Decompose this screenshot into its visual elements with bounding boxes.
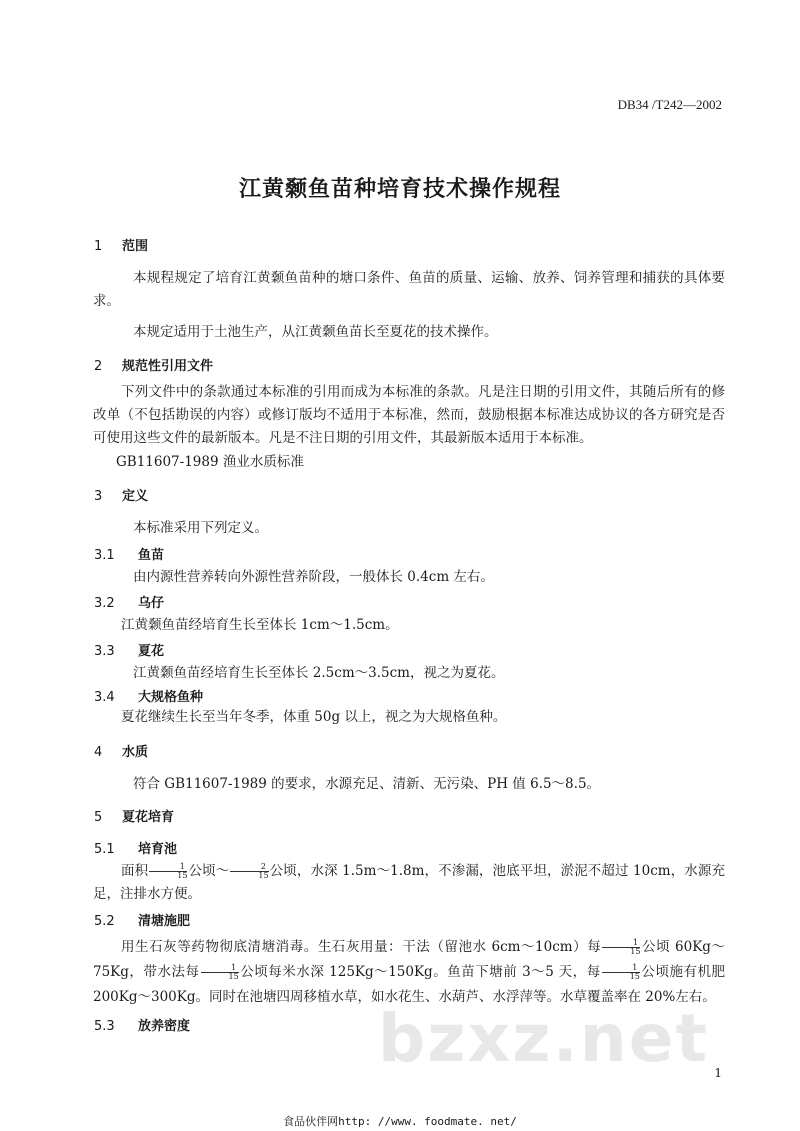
section-1-paragraph-2: 本规定适用于土池生产，从江黄颡鱼苗长至夏花的技术操作。: [133, 324, 498, 340]
subsection-5-1-text: 面积 $\frac{1}{15}$ 公顷～ $\frac{2}{15}$ 公顷，水深 1.5m～1.8m，不渗漏，池底平坦，淤泥不超过 10cm，水源充足，注排水方便。: [93, 862, 726, 902]
definition-3-4-heading: 3.4 大规格鱼种: [94, 690, 204, 705]
section-number: 5: [94, 810, 103, 825]
section-4-text: 符合 GB11607-1989 的要求，水源充足、清新、无污染、PH 值 6.5～8.5。: [133, 776, 601, 792]
fraction: $\frac{1}{15}$: [201, 964, 239, 981]
section-title: 水质: [122, 745, 149, 760]
section-number: 3: [94, 489, 103, 504]
document-title: 江黄颡鱼苗种培育技术操作规程: [238, 177, 561, 202]
section-3-heading: [94, 485, 148, 504]
section-3-intro: 本标准采用下列定义。: [133, 520, 268, 536]
footer: [0, 1113, 800, 1129]
subsection-5-3-heading: 5.3 放养密度: [94, 1019, 191, 1034]
definition-3-1-text: 由内源性营养转向外源性营养阶段，一般体长 0.4cm 左右。: [133, 569, 494, 585]
section-title: 规范性引用文件: [122, 359, 214, 374]
subsection-5-1-heading: 5.1 培育池: [94, 842, 178, 857]
definition-3-3-heading: 3.3 夏花: [94, 644, 165, 659]
section-title: 夏花培育: [122, 810, 175, 825]
definition-3-3-text: 江黄颡鱼苗经培育生长至体长 2.5cm～3.5cm，视之为夏花。: [133, 665, 505, 681]
section-number: 4: [94, 745, 103, 760]
standard-code: DB34 /T242—2002: [617, 97, 722, 112]
section-4-heading: [94, 741, 148, 760]
footer-site-name: 食品伙伴网: [283, 1115, 339, 1128]
page-number: 1: [714, 1066, 722, 1080]
fraction: $\frac{1}{15}$: [602, 964, 640, 981]
fraction: $\frac{2}{15}$: [230, 863, 268, 880]
normative-reference: GB11607-1989 渔业水质标准: [116, 454, 304, 470]
subsection-5-2-text: 用生石灰等药物彻底清塘消毒。生石灰用量：干法（留池水 6cm～10cm）每 $\frac{1}{15}$ 公顷 60Kg～75Kg，带水法每 $\frac{1}{15}$ 公顷每米水深 125Kg～150Kg。鱼苗下塘前 3～5 天，每 $\frac{1}{15}$ 公顷施有机肥 200Kg～300Kg。同时在池塘四周移植水草，如水花生、水葫芦、水浮萍等。水草覆盖率在 20%左右。: [93, 938, 726, 1005]
section-title: 定义: [122, 489, 149, 504]
watermark: bzxz.net: [378, 1000, 710, 1077]
section-2-paragraph: 下列文件中的条款通过本标准的引用而成为本标准的条款。凡是注日期的引用文件，其随后所有的修改单（不包括勘误的内容）或修订版均不适用于本标准，然而，鼓励根据本标准达成协议的各方研究是否可使用这些文件的最新版本。凡是不注日期的引用文件，其最新版本适用于本标准。: [93, 384, 725, 446]
subsection-5-2-heading: 5.2 清塘施肥: [94, 914, 191, 929]
definition-3-4-text: 夏花继续生长至当年冬季，体重 50g 以上，视之为大规格鱼种。: [121, 709, 507, 725]
section-1-paragraph-1: 本规程规定了培育江黄颡鱼苗种的塘口条件、鱼苗的质量、运输、放养、饲养管理和捕获的具体要求。: [93, 270, 725, 309]
footer-url[interactable]: http: //www. foodmate. net/: [338, 1115, 517, 1128]
fraction: $\frac{1}{15}$: [602, 939, 640, 956]
definition-3-2-heading: 3.2 乌仔: [94, 596, 165, 611]
section-title: 范围: [122, 239, 149, 254]
section-5-heading: [94, 806, 174, 825]
section-2-heading: [94, 355, 213, 374]
section-number: 1: [94, 239, 103, 254]
section-1-heading: [94, 235, 148, 254]
definition-3-1-heading: 3.1 鱼苗: [94, 548, 165, 563]
definition-3-2-text: 江黄颡鱼苗经培育生长至体长 1cm～1.5cm。: [121, 617, 399, 633]
fraction: $\frac{1}{15}$: [149, 863, 187, 880]
section-number: 2: [94, 359, 103, 374]
